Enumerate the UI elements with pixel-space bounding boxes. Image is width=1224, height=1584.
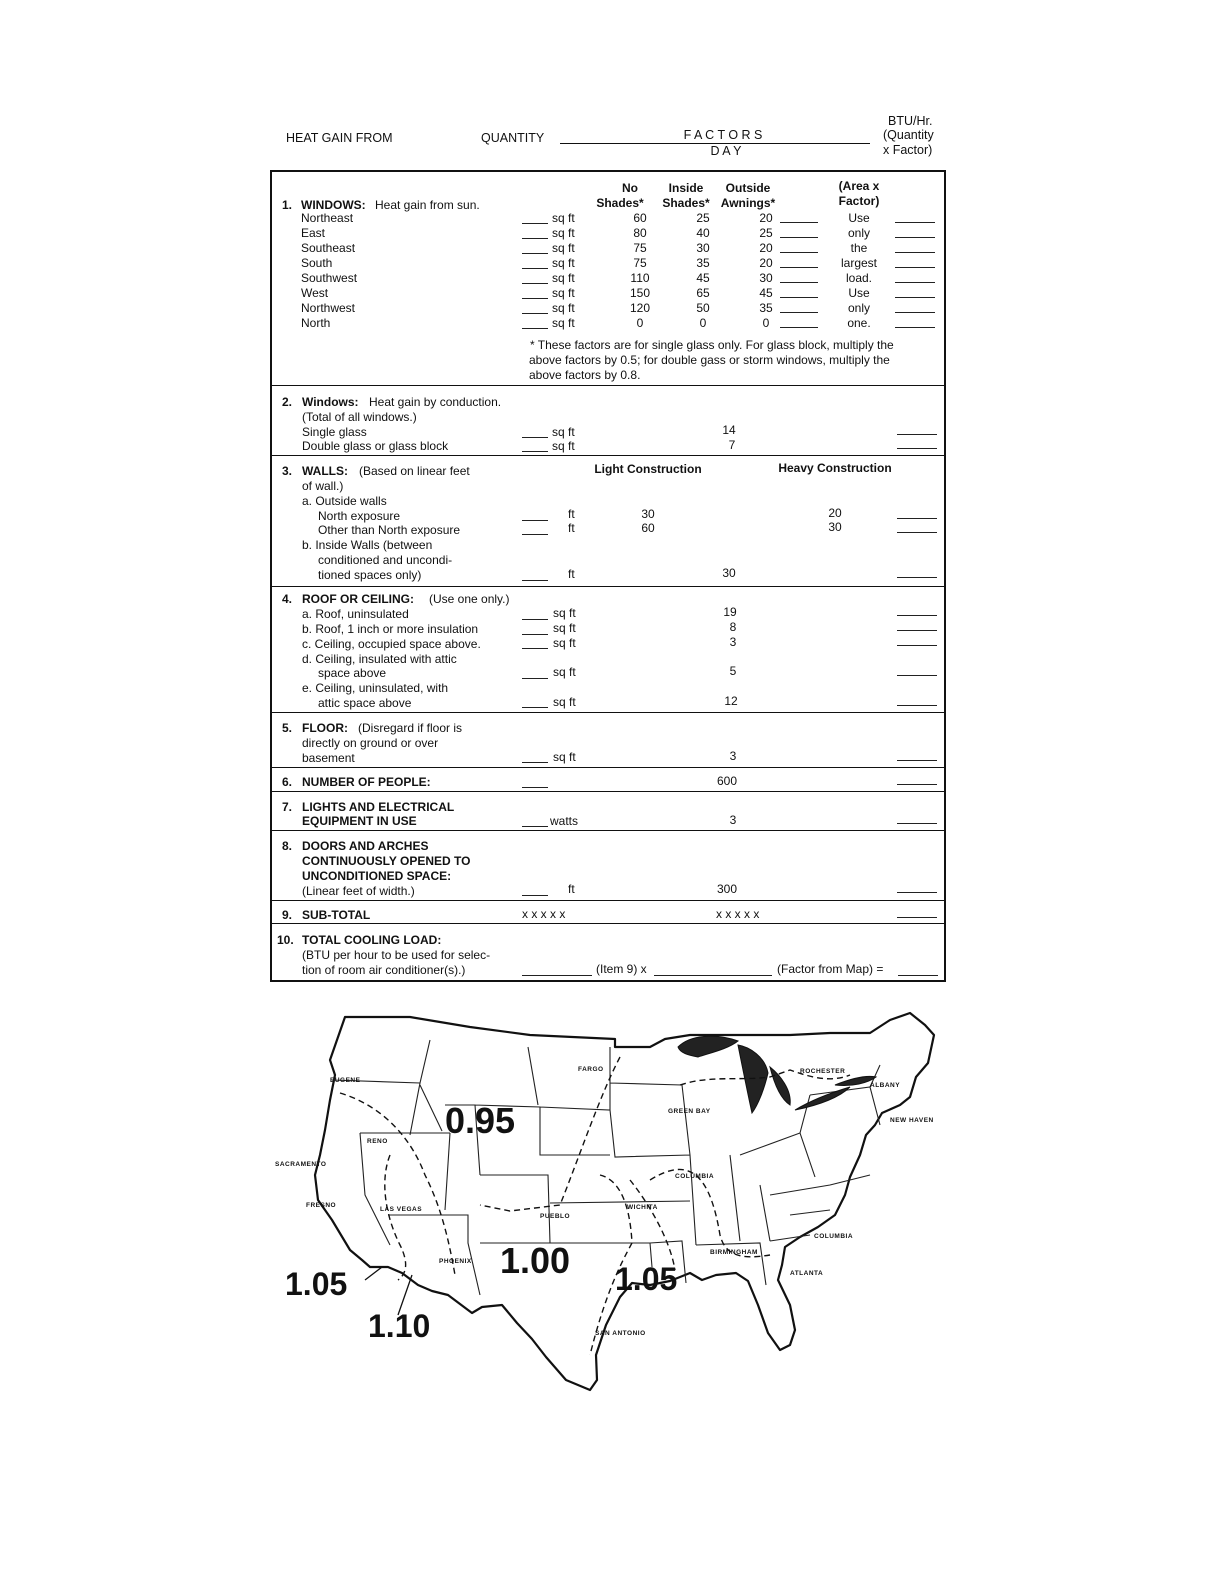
city-green-bay: GREEN BAY	[668, 1108, 711, 1115]
s7-title1: LIGHTS AND ELECTRICAL	[302, 800, 455, 814]
s2-row2-factor: 7	[728, 438, 736, 452]
rule-7	[272, 830, 944, 831]
col-no-shades-2: Shades*	[596, 196, 644, 210]
city-pueblo: PUEBLO	[540, 1213, 571, 1220]
s1-row-awnings: 30	[759, 271, 773, 285]
s3-other-btu-blank[interactable]	[897, 532, 937, 533]
s3-north-heavy: 20	[828, 506, 842, 520]
header-btu-1: BTU/Hr.	[888, 114, 933, 128]
s4-e-btu-blank[interactable]	[897, 705, 937, 706]
s3-other-label: Other than North exposure	[318, 523, 461, 537]
us-climate-factor-map	[270, 1005, 950, 1400]
s3-heavy-header: Heavy Construction	[778, 461, 892, 475]
s1-row-unit: sq ft	[552, 241, 575, 255]
s4-b-qty-blank[interactable]	[522, 634, 548, 635]
s1-row-btu-blank[interactable]	[895, 222, 935, 223]
s7-btu-blank[interactable]	[897, 823, 937, 824]
rule-5	[272, 767, 944, 768]
s1-footnote-2: above factors by 0.5; for double gass or storm windows, multiply the	[529, 353, 890, 367]
col-awnings-2: Awnings*	[720, 196, 776, 210]
s1-row-inside-shades: 50	[696, 301, 710, 315]
city-sacramento: SACRAMENTO	[275, 1161, 327, 1168]
s10-total-blank[interactable]	[898, 975, 938, 976]
s8-btu-blank[interactable]	[897, 892, 937, 893]
s4-title-rest: (Use one only.)	[429, 592, 510, 606]
s1-row-btu-blank[interactable]	[895, 312, 935, 313]
s4-a-label: a. Roof, uninsulated	[302, 607, 409, 621]
state-borders	[332, 1040, 880, 1295]
col-area-1: (Area x	[838, 179, 880, 193]
s1-row-no-shades: 80	[633, 226, 647, 240]
s9-btu-blank[interactable]	[897, 917, 937, 918]
s1-row-qty-blank[interactable]	[522, 328, 548, 329]
s1-row-btu-blank[interactable]	[895, 237, 935, 238]
factor-100: 1.00	[500, 1240, 571, 1281]
s1-row-btu-blank[interactable]	[895, 267, 935, 268]
s1-row-qty-blank[interactable]	[522, 283, 548, 284]
s1-num: 1.	[282, 198, 293, 212]
s1-row-qty-blank[interactable]	[522, 223, 548, 224]
s4-d-qty-blank[interactable]	[522, 678, 548, 679]
header-factors: F A C T O R S	[683, 128, 763, 142]
col-inside-1: Inside	[668, 181, 704, 195]
s4-a-qty-blank[interactable]	[522, 619, 548, 620]
s5-title-rest: (Disregard if floor is	[358, 721, 463, 735]
s2-row1-unit: sq ft	[552, 425, 575, 439]
s1-row-note: load.	[845, 271, 873, 285]
s10-item9: (Item 9) x	[596, 962, 647, 976]
s9-x2: x x x x x	[716, 907, 760, 921]
s3-inside-btu-blank[interactable]	[897, 577, 937, 578]
s8-factor: 300	[716, 882, 738, 896]
s1-title-rest: Heat gain from sun.	[375, 198, 480, 212]
s6-title: NUMBER OF PEOPLE:	[302, 775, 431, 789]
s1-title: WINDOWS:	[301, 198, 366, 212]
city-eugene: EUGENE	[330, 1077, 361, 1084]
header-day: D A Y	[710, 144, 742, 158]
s9-num: 9.	[282, 908, 293, 922]
s7-factor: 3	[729, 813, 737, 827]
city-phoenix: PHOENIX	[439, 1258, 472, 1265]
city-new-haven: NEW HAVEN	[890, 1117, 934, 1124]
s4-e-label2: attic space above	[318, 696, 412, 710]
s1-row-qty-blank[interactable]	[522, 313, 548, 314]
city-albany: ALBANY	[870, 1082, 901, 1089]
city-wichita: WICHITA	[627, 1204, 658, 1211]
s5-num: 5.	[282, 721, 293, 735]
col-area-2: Factor)	[838, 194, 880, 208]
s1-row-awning-area-blank[interactable]	[780, 237, 818, 238]
s1-row-unit: sq ft	[552, 286, 575, 300]
city-labels	[275, 1066, 934, 1337]
s4-a-factor: 19	[723, 605, 737, 619]
s5-line3: basement	[302, 751, 355, 765]
s4-b-label: b. Roof, 1 inch or more insulation	[302, 622, 479, 636]
s1-row-direction: Northeast	[301, 211, 354, 225]
s4-c-btu-blank[interactable]	[897, 645, 937, 646]
s4-b-unit: sq ft	[553, 621, 576, 635]
s6-btu-blank[interactable]	[897, 784, 937, 785]
s7-num: 7.	[282, 800, 293, 814]
s5-qty-blank[interactable]	[522, 762, 548, 763]
s4-a-unit: sq ft	[553, 606, 576, 620]
s1-row-inside-shades: 45	[696, 271, 710, 285]
s6-qty-blank[interactable]	[522, 787, 548, 788]
s3-north-light: 30	[641, 507, 655, 521]
header-quantity: QUANTITY	[481, 131, 545, 145]
factor-095: 0.95	[445, 1100, 516, 1141]
s8-unit: ft	[568, 882, 575, 896]
s1-row-unit: sq ft	[552, 271, 575, 285]
rule-6	[272, 791, 944, 792]
s7-qty-blank[interactable]	[522, 826, 548, 827]
rule-9	[272, 923, 944, 924]
s1-row-btu-blank[interactable]	[895, 252, 935, 253]
s1-row-qty-blank[interactable]	[522, 268, 548, 269]
s7-unit: watts	[550, 814, 579, 828]
city-columbia-mo: COLUMBIA	[675, 1173, 715, 1180]
s3-north-label: North exposure	[318, 509, 401, 523]
s4-e-factor: 12	[724, 694, 738, 708]
s10-line2: (BTU per hour to be used for selec-	[302, 948, 491, 962]
s2-row2-qty-blank[interactable]	[522, 451, 548, 452]
s1-row-direction: Southwest	[301, 271, 358, 285]
s5-btu-blank[interactable]	[897, 760, 937, 761]
s4-c-label: c. Ceiling, occupied space above.	[302, 637, 481, 651]
s8-title1: DOORS AND ARCHES	[302, 839, 429, 853]
s1-row-awning-area-blank[interactable]	[780, 297, 818, 298]
s3-outside: a. Outside walls	[302, 494, 387, 508]
s1-row-no-shades: 110	[630, 271, 650, 285]
s1-row-awning-area-blank[interactable]	[780, 222, 818, 223]
s4-c-factor: 3	[729, 635, 737, 649]
s2-row2-label: Double glass or glass block	[302, 439, 449, 453]
s3-other-unit: ft	[568, 521, 575, 535]
s2-row1-btu-blank[interactable]	[897, 434, 937, 435]
s3-title-rest: (Based on linear feet	[359, 464, 470, 478]
s1-row-awnings: 20	[759, 241, 773, 255]
s3-num: 3.	[282, 464, 293, 478]
s1-row-unit: sq ft	[552, 256, 575, 270]
s1-row-inside-shades: 0	[699, 316, 707, 330]
cooling-load-form	[270, 170, 946, 982]
factor-105-east: 1.05	[615, 1261, 678, 1297]
s10-num: 10.	[277, 933, 294, 947]
s3-inside-3: tioned spaces only)	[318, 568, 422, 582]
s10-factor-blank[interactable]	[654, 975, 772, 976]
s1-row-awning-area-blank[interactable]	[780, 327, 818, 328]
s4-c-qty-blank[interactable]	[522, 648, 548, 649]
s1-row-qty-blank[interactable]	[522, 253, 548, 254]
rule-3	[272, 586, 944, 587]
col-inside-2: Shades*	[662, 196, 710, 210]
s4-d-factor: 5	[729, 664, 737, 678]
s5-line2: directly on ground or over	[302, 736, 439, 750]
s8-qty-blank[interactable]	[522, 895, 548, 896]
s3-other-light: 60	[641, 521, 655, 535]
s8-title3: UNCONDITIONED SPACE:	[302, 869, 452, 883]
s1-row-inside-shades: 35	[696, 256, 710, 270]
city-san-antonio: SAN ANTONIO	[595, 1330, 646, 1337]
city-birmingham: BIRMINGHAM	[710, 1249, 758, 1256]
s1-row-inside-shades: 25	[696, 211, 710, 225]
s1-row-awnings: 20	[759, 256, 773, 270]
s2-row1-qty-blank[interactable]	[522, 437, 548, 438]
great-lakes	[678, 1036, 876, 1113]
s4-a-btu-blank[interactable]	[897, 615, 937, 616]
city-columbia-sc: COLUMBIA	[814, 1233, 854, 1240]
s1-row-no-shades: 75	[633, 256, 647, 270]
s4-num: 4.	[282, 592, 293, 606]
s1-row-note: the	[850, 241, 868, 255]
s3-title: WALLS:	[302, 464, 348, 478]
s1-row-direction: East	[301, 226, 326, 240]
s2-title: Windows:	[302, 395, 359, 409]
city-fargo: FARGO	[578, 1066, 604, 1073]
s4-e-qty-blank[interactable]	[522, 707, 548, 708]
s4-b-factor: 8	[729, 620, 737, 634]
s3-inside-unit: ft	[568, 567, 575, 581]
rule-4	[272, 712, 944, 713]
s1-row-qty-blank[interactable]	[522, 238, 548, 239]
s1-row-btu-blank[interactable]	[895, 282, 935, 283]
s4-b-btu-blank[interactable]	[897, 630, 937, 631]
header-heat-gain-from: HEAT GAIN FROM	[286, 131, 393, 145]
city-atlanta: ATLANTA	[790, 1270, 824, 1277]
s1-row-note: Use	[848, 286, 870, 300]
s1-row-note: only	[847, 301, 871, 315]
s4-e-label1: e. Ceiling, uninsulated, with	[302, 681, 449, 695]
s3-light-header: Light Construction	[594, 462, 702, 476]
city-fresno: FRESNO	[306, 1202, 337, 1209]
s3-north-btu-blank[interactable]	[897, 518, 937, 519]
s1-row-inside-shades: 65	[696, 286, 710, 300]
col-awnings-1: Outside	[725, 181, 771, 195]
s1-row-btu-blank[interactable]	[895, 327, 935, 328]
s1-row-awnings: 0	[762, 316, 770, 330]
s3-north-unit: ft	[568, 507, 575, 521]
city-rochester: ROCHESTER	[800, 1068, 846, 1075]
s8-sub: (Linear feet of width.)	[302, 884, 415, 898]
s1-row-awning-area-blank[interactable]	[780, 267, 818, 268]
col-no-shades-1: No	[622, 181, 638, 195]
rule-2	[272, 455, 944, 456]
s3-north-qty-blank[interactable]	[522, 520, 548, 521]
s10-title: TOTAL COOLING LOAD:	[302, 933, 442, 947]
s2-row2-unit: sq ft	[552, 439, 575, 453]
s1-row-btu-blank[interactable]	[895, 297, 935, 298]
s10-factor-map: (Factor from Map) =	[777, 962, 884, 976]
s7-title2: EQUIPMENT IN USE	[302, 814, 417, 828]
s1-footnote-1: * These factors are for single glass only. For glass block, multiply the	[530, 338, 894, 352]
s10-item9-blank[interactable]	[522, 975, 592, 976]
s1-row-direction: South	[301, 256, 333, 270]
s1-row-inside-shades: 40	[696, 226, 710, 240]
s6-num: 6.	[282, 775, 293, 789]
s1-row-awnings: 35	[759, 301, 773, 315]
s1-row-note: largest	[840, 256, 878, 270]
s1-row-note: Use	[848, 211, 870, 225]
s8-title2: CONTINUOUSLY OPENED TO	[302, 854, 471, 868]
s4-d-btu-blank[interactable]	[897, 675, 937, 676]
s1-row-awning-area-blank[interactable]	[780, 252, 818, 253]
city-las-vegas: LAS VEGAS	[380, 1206, 423, 1213]
s1-row-no-shades: 150	[629, 286, 651, 300]
s3-inside-2: conditioned and uncondi-	[318, 553, 453, 567]
s4-d-label2: space above	[318, 666, 387, 680]
s1-row-unit: sq ft	[552, 316, 575, 330]
s5-title: FLOOR:	[302, 721, 348, 735]
s4-title: ROOF OR CEILING:	[302, 592, 414, 606]
s1-row-awnings: 45	[759, 286, 773, 300]
s6-factor: 600	[716, 774, 738, 788]
s3-inside-qty-blank[interactable]	[522, 580, 548, 581]
factor-105-west: 1.05	[285, 1266, 348, 1302]
s1-row-awnings: 20	[759, 211, 773, 225]
s1-row-no-shades: 75	[633, 241, 647, 255]
s8-num: 8.	[282, 839, 293, 853]
s1-row-unit: sq ft	[552, 301, 575, 315]
s3-inside-1: b. Inside Walls (between	[302, 538, 433, 552]
header-btu-2: (Quantity	[883, 128, 934, 142]
header-btu-3: x Factor)	[883, 143, 933, 157]
s4-d-unit: sq ft	[553, 665, 576, 679]
s1-row-direction: Southeast	[301, 241, 356, 255]
s1-row-no-shades: 60	[633, 211, 647, 225]
s1-row-awnings: 25	[759, 226, 773, 240]
s3-inside-factor: 30	[722, 566, 736, 580]
s1-row-inside-shades: 30	[696, 241, 710, 255]
s9-title: SUB-TOTAL	[302, 908, 371, 922]
s4-c-unit: sq ft	[553, 636, 576, 650]
s1-row-direction: North	[301, 316, 331, 330]
city-reno: RENO	[367, 1138, 388, 1145]
s4-d-label1: d. Ceiling, insulated with attic	[302, 652, 457, 666]
s1-row-awning-area-blank[interactable]	[780, 312, 818, 313]
s2-row2-btu-blank[interactable]	[897, 448, 937, 449]
rule-8	[272, 900, 944, 901]
s1-row-no-shades: 120	[629, 301, 651, 315]
s1-row-qty-blank[interactable]	[522, 298, 548, 299]
s2-row1-label: Single glass	[302, 425, 367, 439]
s1-row-direction: West	[301, 286, 329, 300]
s1-row-note: only	[847, 226, 871, 240]
s1-row-awning-area-blank[interactable]	[780, 282, 818, 283]
rule-1	[272, 385, 944, 386]
s9-x1: x x x x x	[522, 907, 566, 921]
s2-sub: (Total of all windows.)	[302, 410, 417, 424]
s5-unit: sq ft	[553, 750, 576, 764]
s3-other-heavy: 30	[828, 520, 842, 534]
s1-row-unit: sq ft	[552, 211, 575, 225]
s2-num: 2.	[282, 395, 293, 409]
s4-e-unit: sq ft	[553, 695, 576, 709]
s3-other-qty-blank[interactable]	[522, 534, 548, 535]
s2-title-rest: Heat gain by conduction.	[369, 395, 502, 409]
s2-row1-factor: 14	[722, 423, 736, 437]
s1-row-direction: Northwest	[301, 301, 356, 315]
s1-row-note: one.	[847, 316, 871, 330]
s10-line3: tion of room air conditioner(s).)	[302, 963, 466, 977]
s1-row-unit: sq ft	[552, 226, 575, 240]
factor-110: 1.10	[368, 1308, 431, 1344]
s1-row-no-shades: 0	[636, 316, 644, 330]
s3-line2: of wall.)	[302, 479, 344, 493]
s1-footnote-3: above factors by 0.8.	[529, 368, 641, 382]
s5-factor: 3	[729, 749, 737, 763]
